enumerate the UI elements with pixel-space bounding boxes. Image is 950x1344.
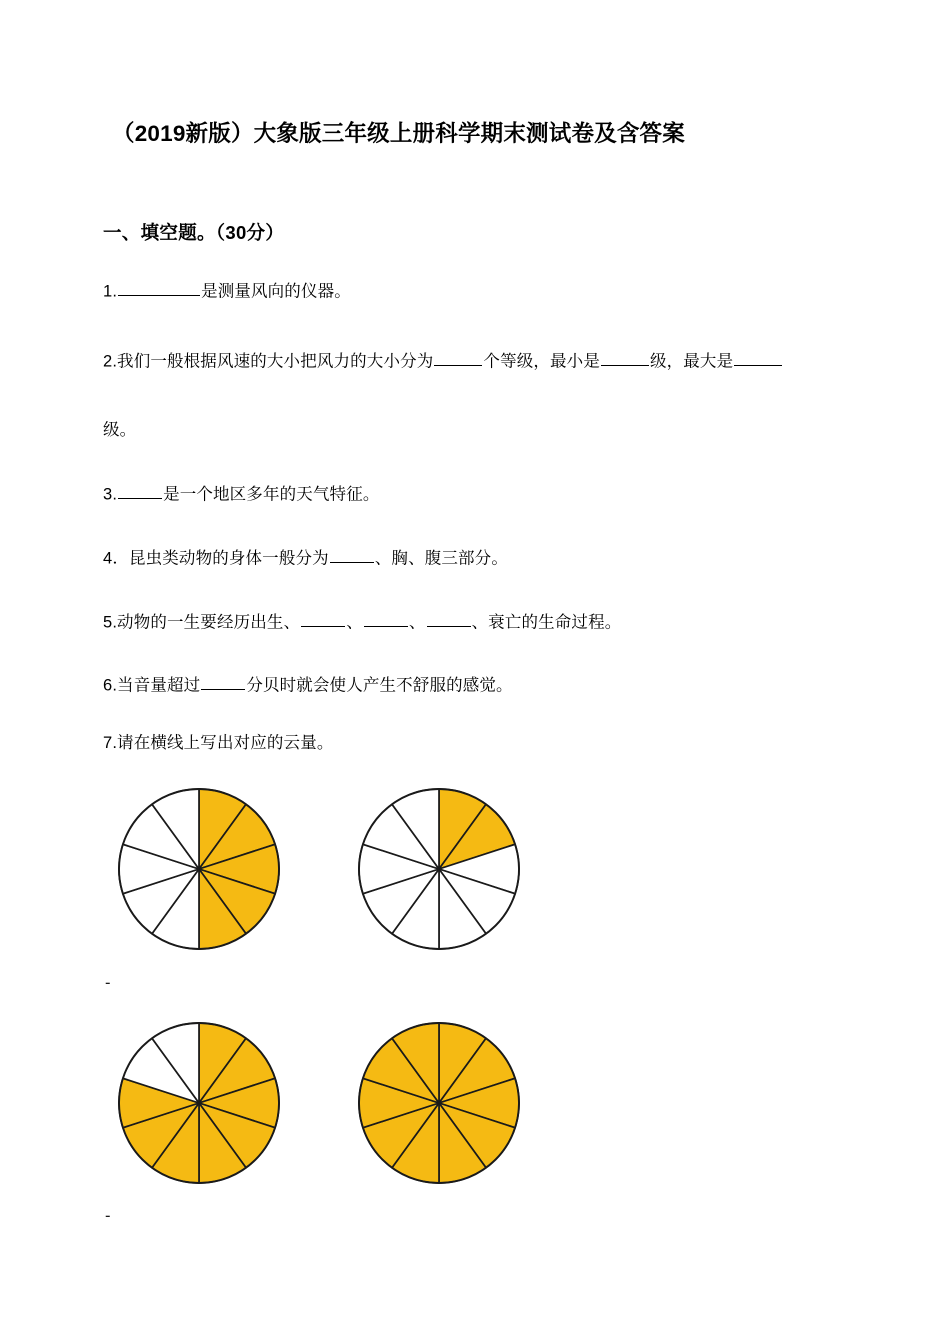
answer-blank[interactable]	[364, 609, 408, 627]
answer-dash-1: -	[105, 974, 111, 992]
pie-3	[119, 1023, 279, 1183]
question-3-number: 3.	[103, 485, 118, 504]
question-2-line-2	[103, 418, 136, 443]
pie-1	[119, 789, 279, 949]
question-5-sep-2: 、	[408, 613, 426, 632]
question-5-sep-1: 、	[346, 613, 363, 632]
question-4	[103, 545, 508, 571]
question-1	[103, 278, 351, 304]
question-2-text-a: 2.我们一般根据风速的大小把风力的大小分为	[103, 352, 434, 371]
question-2-text-c: 级，最大是	[649, 352, 734, 371]
page-title: （2019新版）大象版三年级上册科学期末测试卷及含答案	[112, 121, 685, 147]
question-7-text: 7.请在横线上写出对应的云量。	[103, 734, 334, 752]
answer-blank[interactable]	[330, 545, 374, 563]
question-6	[103, 672, 513, 698]
answer-blank[interactable]	[601, 348, 649, 366]
answer-blank[interactable]	[427, 609, 471, 627]
question-5	[103, 609, 621, 635]
answer-blank[interactable]	[201, 672, 245, 690]
pie-4	[359, 1023, 519, 1183]
answer-blank[interactable]	[118, 481, 162, 499]
question-4-text-after: 、胸、腹三部分。	[374, 549, 508, 568]
question-1-number: 1.	[103, 282, 118, 301]
question-5-text-after: 、衰亡的生命过程。	[471, 613, 622, 632]
cloud-cover-pie-diagrams	[0, 775, 950, 1335]
question-1-text: 是测量风向的仪器。	[201, 282, 351, 301]
pie-2	[359, 789, 519, 949]
answer-dash-2: -	[105, 1207, 111, 1225]
question-4-text-before: 4．昆虫类动物的身体一般分为	[103, 549, 329, 568]
question-6-text-before: 6.当音量超过	[103, 676, 201, 695]
question-7	[103, 731, 334, 756]
answer-blank[interactable]	[434, 348, 482, 366]
question-3	[103, 481, 380, 507]
section-heading-fill-in-blanks: 一、填空题。（30分）	[103, 222, 285, 243]
question-6-text-after: 分贝时就会使人产生不舒服的感觉。	[246, 676, 513, 695]
question-3-text: 是一个地区多年的天气特征。	[163, 485, 380, 504]
question-2-text-b: 个等级，最小是	[483, 352, 600, 371]
answer-blank[interactable]	[734, 348, 782, 366]
question-5-text-before: 5.动物的一生要经历出生、	[103, 613, 301, 632]
question-2-text-d: 级。	[103, 421, 137, 439]
answer-blank[interactable]	[301, 609, 345, 627]
answer-blank[interactable]	[118, 278, 200, 296]
question-2-line-1	[103, 348, 783, 374]
